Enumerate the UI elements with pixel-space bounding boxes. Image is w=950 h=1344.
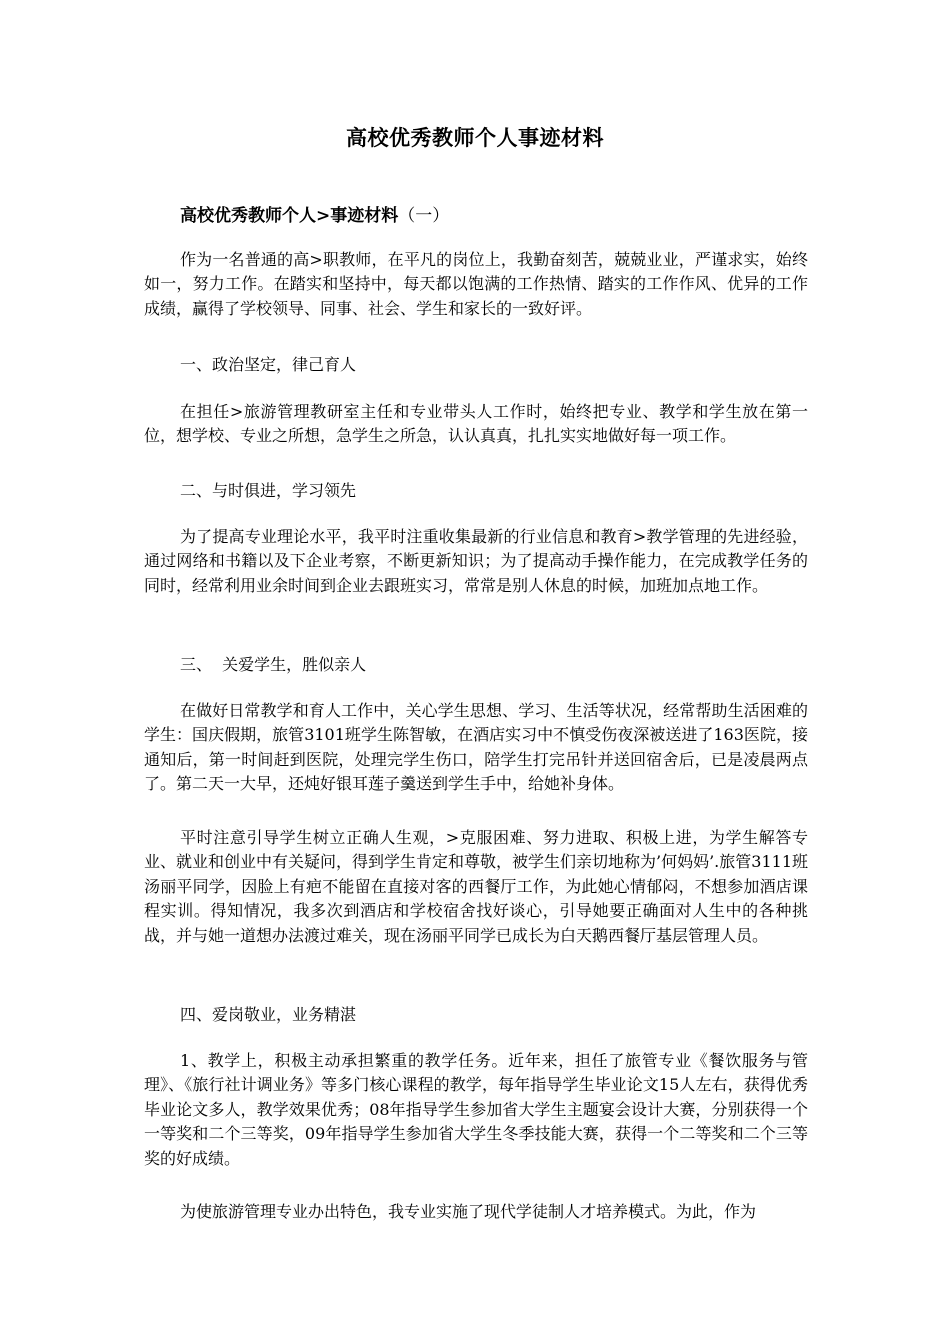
paragraph-politics: 在担任>旅游管理教研室主任和专业带头人工作时，始终把专业、教学和学生放在第一位，想学校、专业之所想，急学生之所急，认认真真，扎扎实实地做好每一项工作。 xyxy=(144,402,808,446)
subtitle-text: 高校优秀教师个人>事迹材料 xyxy=(180,206,399,226)
paragraph-care: 在做好日常教学和育人工作中，关心学生思想、学习、生活等状况，经常帮助生活困难的学生：国庆假期，旅管3101班学生陈智敏，在酒店实习中不慎受伤夜深被送进了163医院，接通知后，第一时间赶到医院，处理完学生伤口，陪学生打完吊针并送回宿舍后，已是凌晨两点了。第二天一大早，还炖好银耳莲子羹送到学生手中，给她补身体。 xyxy=(144,701,808,794)
subtitle-suffix: （一） xyxy=(398,206,450,226)
heading-learning: 二、与时俱进，学习领先 xyxy=(180,481,357,500)
heading-care: 三、 关爱学生，胜似亲人 xyxy=(180,655,367,674)
heading-politics: 一、政治坚定，律己育人 xyxy=(180,355,357,374)
paragraph-teaching: 1、教学上，积极主动承担繁重的教学任务。近年来，担任了旅管专业《餐饮服务与管理》、《旅行社计调业务》等多门核心课程的教学，每年指导学生毕业论文15人左右，获得优秀毕业论文多人，教学效果优秀；08年指导学生参加省大学生主题宴会设计大赛，分别获得一个一等奖和二个三等奖，09年指导学生参加省大学生冬季技能大赛，获得一个二等奖和二个三等奖的好成绩。 xyxy=(144,1051,808,1168)
paragraph-guidance: 平时注意引导学生树立正确人生观，>克服困难、努力进取、积极上进，为学生解答专业、就业和创业中有关疑问，得到学生肯定和尊敬，被学生们亲切地称为’何妈妈’.旅管3111班汤丽平同学，因脸上有疤不能留在直接对客的西餐厅工作，为此她心情郁闷，不想参加酒店课程实训。得知情况，我多次到酒店和学校宿舍找好谈心，引导她要正确面对人生中的各种挑战，并与她一道想办法渡过难关，现在汤丽平同学已成长为白天鹅西餐厅基层管理人员。 xyxy=(144,828,808,945)
section-subtitle xyxy=(180,201,449,226)
document-title: 高校优秀教师个人事迹材料 xyxy=(346,125,604,150)
paragraph-apprenticeship: 为使旅游管理专业办出特色，我专业实施了现代学徒制人才培养模式。为此，作为 xyxy=(180,1202,757,1221)
paragraph-intro: 作为一名普通的高>职教师，在平凡的岗位上，我勤奋刻苦，兢兢业业，严谨求实，始终如一，努力工作。在踏实和坚持中，每天都以饱满的工作热情、踏实的工作作风、优异的工作成绩，赢得了学校领导、同事、社会、学生和家长的一致好评。 xyxy=(144,250,808,318)
paragraph-learning: 为了提高专业理论水平，我平时注重收集最新的行业信息和教育>教学管理的先进经验，通过网络和书籍以及下企业考察，不断更新知识；为了提高动手操作能力，在完成教学任务的同时，经常利用业余时间到企业去跟班实习，常常是别人休息的时候，加班加点地工作。 xyxy=(144,527,808,595)
heading-dedication: 四、爱岗敬业，业务精湛 xyxy=(180,1005,357,1024)
